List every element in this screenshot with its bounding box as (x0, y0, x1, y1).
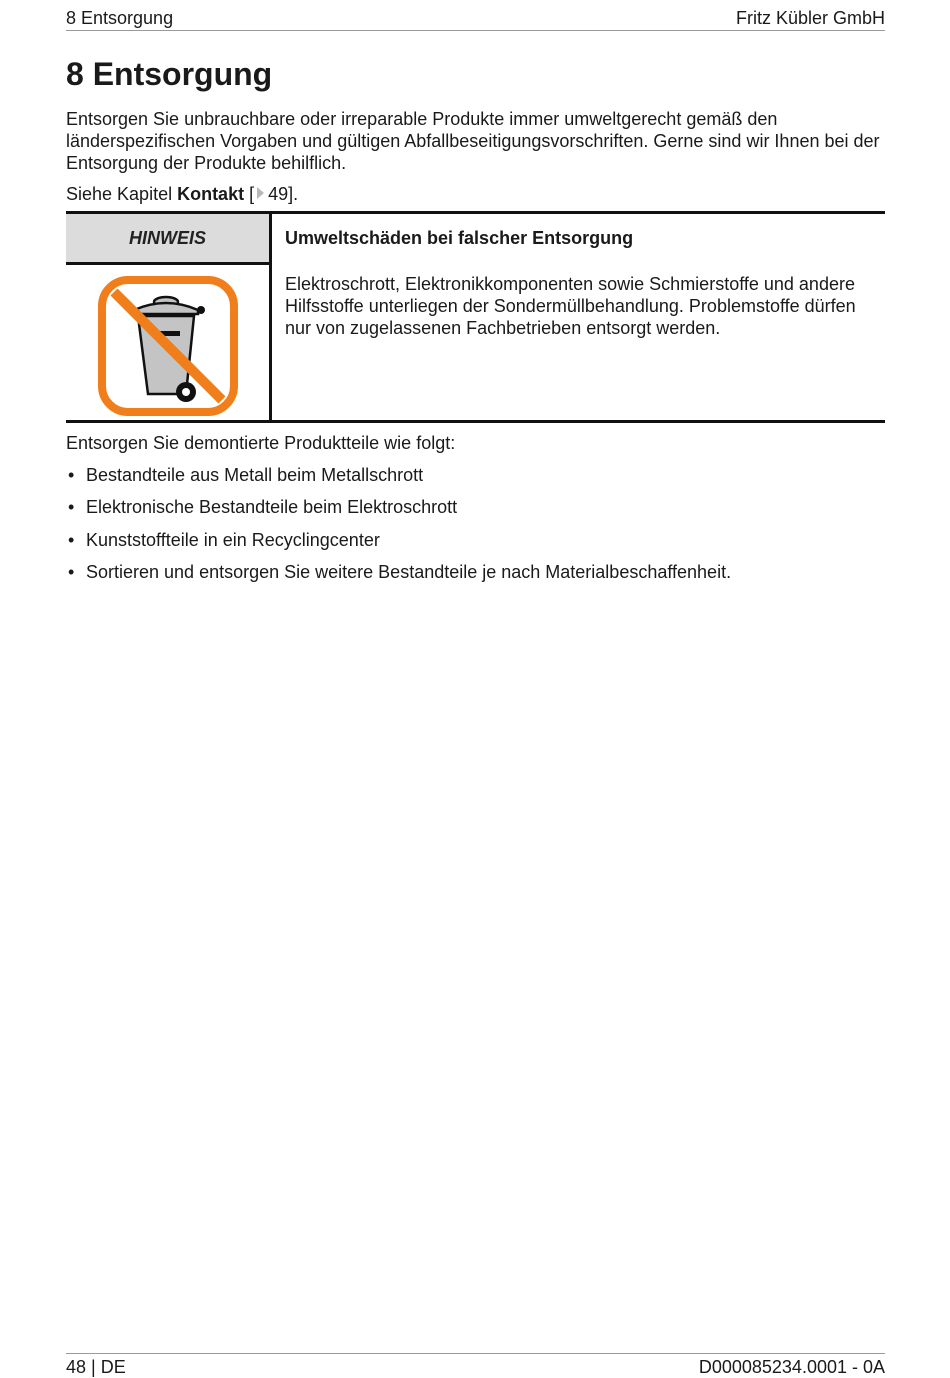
notice-label: HINWEIS (66, 214, 269, 265)
page-title: 8 Entsorgung (66, 56, 273, 92)
notice-body: Elektroschrott, Elektronikkomponenten sowie Schmierstoffe und andere Hilfsstoffe unterliegen der Sondermüllbehandlung. Problemstoffe dürfen nur von zugelassenen Fachbetrieben entsorgt werden. (285, 274, 856, 338)
no-waste-bin-icon (98, 276, 238, 416)
notice-title: Umweltschäden bei falscher Entsorgung (285, 228, 634, 248)
bullet: • (68, 497, 75, 518)
notice-box (66, 211, 885, 423)
list-item: • Sortieren und entsorgen Sie weitere Bestandteile je nach Materialbeschaffenheit. (68, 561, 732, 582)
list-item: • Elektronische Bestandteile beim Elektroschrott (68, 497, 458, 518)
page-ref-suffix: ]. (288, 184, 299, 204)
header-chapter: 8 Entsorgung (66, 8, 174, 28)
bullet: • (68, 529, 75, 550)
intro-paragraph: Entsorgen Sie unbrauchbare oder irreparable Produkte immer umweltgerecht gemäß den länderspezifischen Vorgaben und gültigen Abfallbeseitigungsvorschriften. Gerne sind wir Ihnen bei der Entsorgung der Produkte behilflich. (66, 109, 880, 173)
see-chapter-prefix: Siehe Kapitel (66, 184, 178, 204)
list-intro: Entsorgen Sie demontierte Produktteile wie folgt: (66, 433, 456, 453)
disposal-list (66, 464, 731, 593)
header-company: Fritz Kübler GmbH (735, 8, 885, 28)
footer-page-number: 48 | DE (66, 1357, 126, 1377)
bullet: • (68, 465, 75, 485)
see-chapter-paragraph (66, 183, 885, 205)
bullet: • (68, 561, 75, 582)
chapter-link-kontakt[interactable]: Kontakt (177, 184, 245, 204)
list-item: • Bestandteile aus Metall beim Metallschrott (68, 465, 424, 485)
page-ref-link[interactable]: 49 (268, 184, 289, 204)
page-footer (66, 1353, 885, 1378)
footer-document-id: D000085234.0001 - 0A (698, 1357, 885, 1377)
page-ref-arrow-icon (257, 187, 264, 199)
list-item: • Kunststoffteile in ein Recyclingcenter (68, 529, 380, 550)
page-header (66, 8, 885, 31)
page-ref-bracket: [ (249, 184, 255, 204)
notice-divider (269, 214, 272, 420)
